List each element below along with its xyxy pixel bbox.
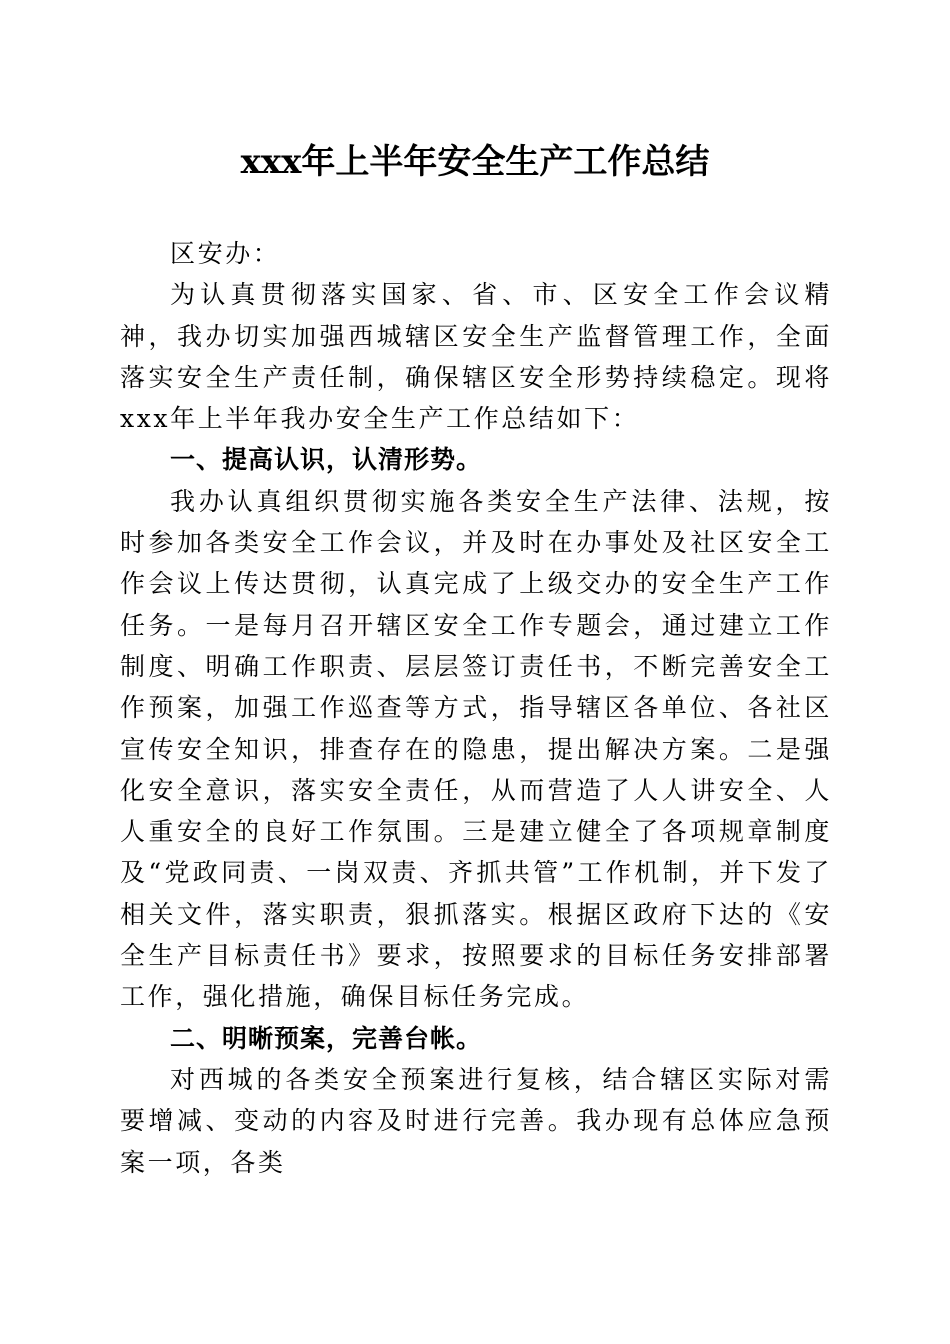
section-1-paragraph: 我办认真组织贯彻实施各类安全生产法律、法规，按时参加各类安全工作会议，并及时在办事处及社区安全工作会议上传达贯彻，认真完成了上级交办的安全生产工作任务。一是每月召开辖区安全工作专题会，通过建立工作制度、明确工作职责、层层签订责任书，不断完善安全工作预案，加强工作巡查等方式，指导辖区各单位、各社区宣传安全知识，排查存在的隐患，提出解决方案。二是强化安全意识，落实安全责任，从而营造了人人讲安全、人人重安全的良好工作氛围。三是建立健全了各项规章制度及“党政同责、一岗双责、齐抓共管”工作机制，并下发了相关文件，落实职责，狠抓落实。根据区政府下达的《安全生产目标责任书》要求，按照要求的目标任务安排部署工作，强化措施，确保目标任务完成。	[120, 486, 832, 1012]
section-2-paragraph: 对西城的各类安全预案进行复核，结合辖区实际对需要增减、变动的内容及时进行完善。我办现有总体应急预案一项，各类	[120, 1064, 832, 1177]
document-title: xxx年上半年安全生产工作总结	[240, 142, 710, 182]
intro-paragraph: 为认真贯彻落实国家、省、市、区安全工作会议精神，我办切实加强西城辖区安全生产监督管理工作，全面落实安全生产责任制，确保辖区安全形势持续稳定。现将xxx年上半年我办安全生产工作总结如下：	[120, 280, 832, 434]
document-body	[120, 233, 832, 1183]
salutation: 区安办：	[170, 239, 281, 268]
section-1-heading: 一、提高认识，认清形势。	[170, 445, 483, 475]
section-2-heading: 二、明晰预案，完善台帐。	[170, 1023, 483, 1053]
